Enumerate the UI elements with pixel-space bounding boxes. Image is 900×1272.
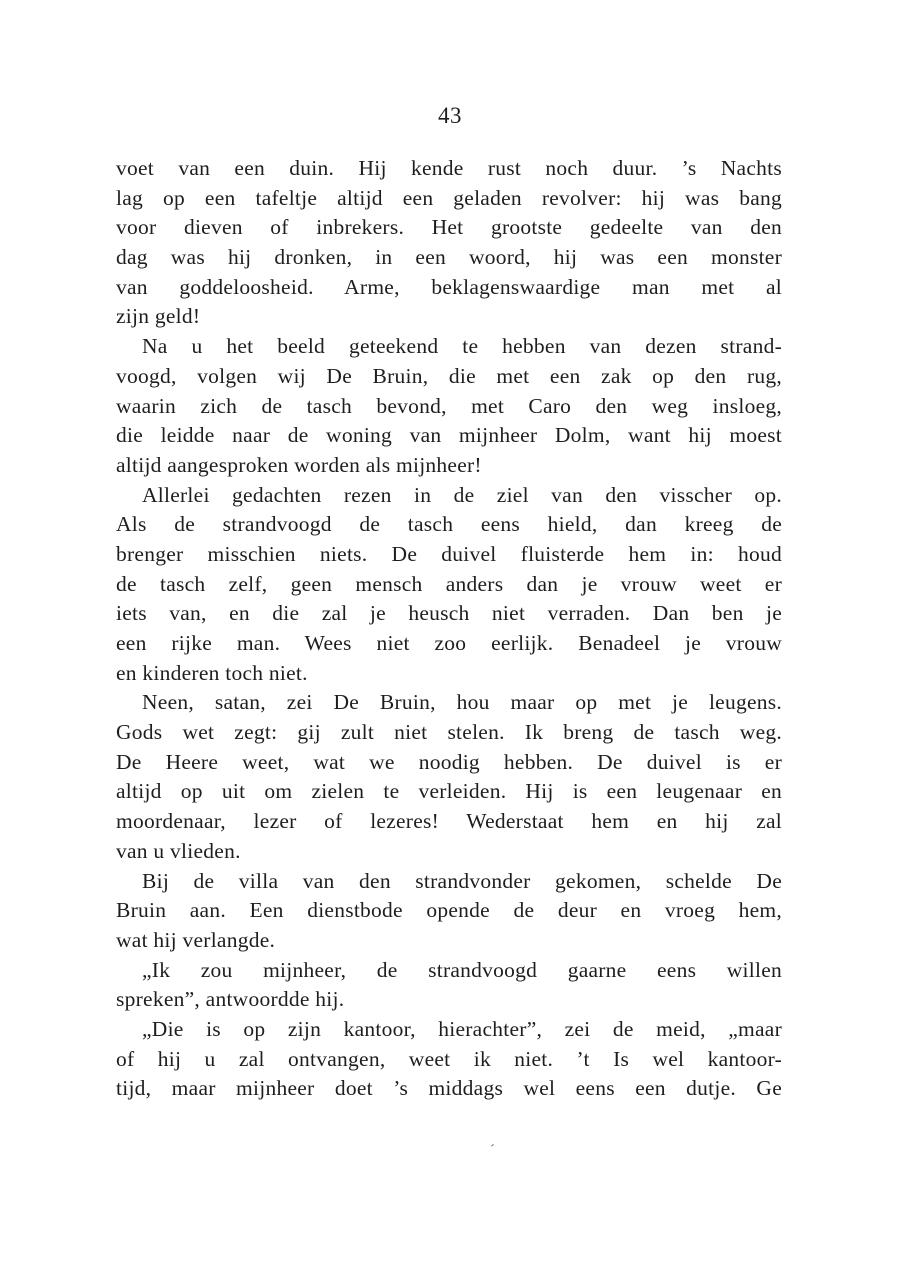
text-line: waarin zich de tasch bevond, met Caro den weg insloeg, [116, 393, 782, 418]
text-line: Bij de villa van den strandvonder gekomen, schelde De [142, 868, 782, 893]
text-line: Allerlei gedachten rezen in de ziel van den visscher op. [142, 482, 782, 507]
text-line: lag op een tafeltje altijd een geladen revolver: hij was bang [116, 185, 782, 210]
text-line: en kinderen toch niet. [116, 660, 308, 685]
text-line: altijd op uit om zielen te verleiden. Hij is een leugenaar en [116, 779, 782, 804]
text-line: voet van een duin. Hij kende rust noch duur. ’s Nachts [116, 156, 782, 180]
page-number: 43 [438, 103, 462, 128]
text-line: tijd, maar mijnheer doet ’s middags wel eens een dutje. Ge [116, 1076, 782, 1101]
text-line: iets van, en die zal je heusch niet verraden. Dan ben je [116, 601, 782, 626]
text-line: de tasch zelf, geen mensch anders dan je vrouw weet er [116, 571, 782, 596]
text-line: moordenaar, lezer of lezeres! Wederstaat hem en hij zal [116, 809, 782, 834]
text-line: wat hij verlangde. [116, 927, 276, 952]
text-line: Gods wet zegt: gij zult niet stelen. Ik breng de tasch weg. [116, 720, 782, 745]
print-speck: ˊ [490, 1143, 495, 1158]
text-line: die leidde naar de woning van mijnheer Dolm, want hij moest [116, 423, 782, 448]
text-line: Na u het beeld geteekend te hebben van dezen strand- [142, 334, 782, 359]
text-line: een rijke man. Wees niet zoo eerlijk. Benadeel je vrouw [116, 631, 782, 655]
text-line: altijd aangesproken worden als mijnheer! [116, 452, 482, 477]
text-line: Neen, satan, zei De Bruin, hou maar op met je leugens. [142, 690, 782, 715]
text-line: „Ik zou mijnheer, de strandvoogd gaarne eens willen [142, 957, 782, 982]
text-line: spreken”, antwoordde hij. [116, 987, 345, 1012]
text-line: „Die is op zijn kantoor, hierachter”, zei de meid, „maar [142, 1016, 782, 1041]
text-line: Als de strandvoogd de tasch eens hield, dan kreeg de [116, 512, 782, 537]
text-line: dag was hij dronken, in een woord, hij was een monster [116, 245, 782, 270]
text-line: of hij u zal ontvangen, weet ik niet. ’t Is wel kantoor- [116, 1046, 782, 1071]
text-line: van u vlieden. [116, 838, 241, 863]
text-line: Bruin aan. Een dienstbode opende de deur en vroeg hem, [116, 898, 782, 923]
text-line: voogd, volgen wij De Bruin, die met een zak op den rug, [116, 363, 782, 388]
text-line: brenger misschien niets. De duivel fluisterde hem in: houd [116, 541, 782, 566]
text-line: zijn geld! [116, 304, 201, 329]
text-line: voor dieven of inbrekers. Het grootste gedeelte van den [116, 215, 782, 240]
body-text [116, 154, 782, 1104]
text-line: De Heere weet, wat we noodig hebben. De duivel is er [116, 749, 782, 774]
text-line: van goddeloosheid. Arme, beklagenswaardige man met al [116, 274, 782, 299]
